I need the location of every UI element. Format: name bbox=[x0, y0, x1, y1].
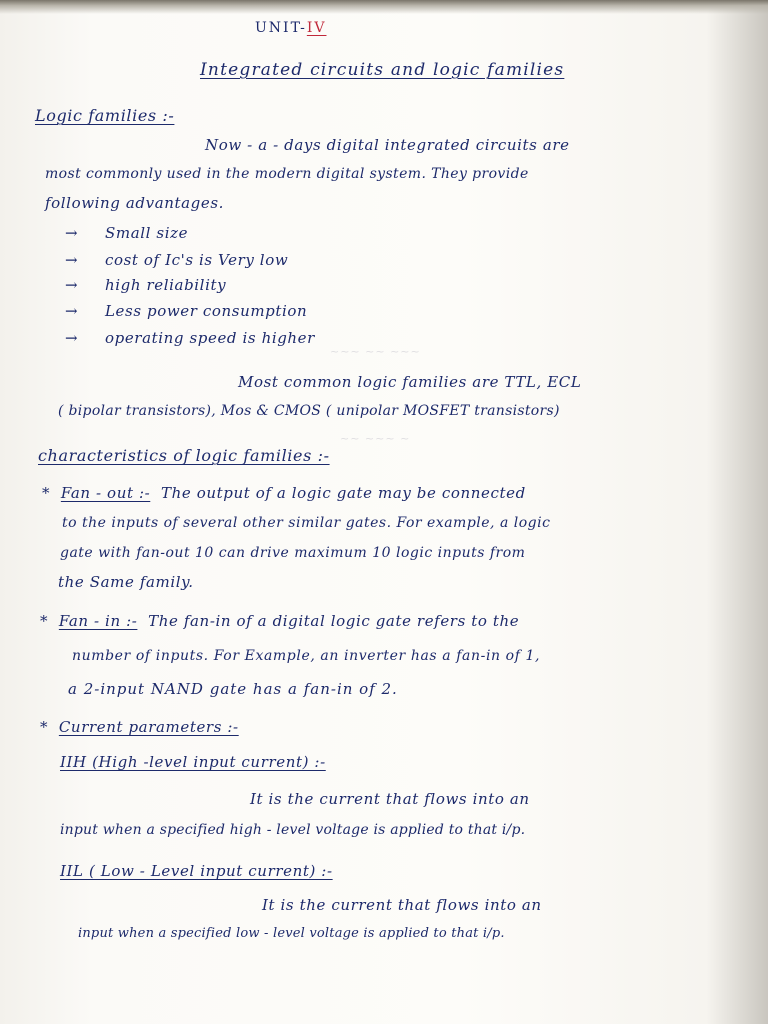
bullet-icon: * bbox=[40, 612, 49, 630]
advantage-item bbox=[65, 224, 188, 242]
advantage-item bbox=[65, 276, 226, 294]
fan-in-label: Fan - in :- bbox=[58, 612, 138, 630]
paragraph-line: Now - a - days digital integrated circuits are bbox=[205, 136, 570, 154]
paragraph-line: a 2-input NAND gate has a fan-in of 2. bbox=[68, 680, 398, 698]
advantage-text: high reliability bbox=[105, 276, 227, 294]
arrow-icon: → bbox=[65, 276, 79, 294]
arrow-icon: → bbox=[65, 224, 79, 242]
page-top-shadow bbox=[0, 0, 768, 14]
bleed-through-mark: ~~~ ~~ ~~~ bbox=[330, 345, 421, 358]
paragraph-line: input when a specified low - level voltage is applied to that i/p. bbox=[78, 926, 505, 941]
advantage-item bbox=[65, 329, 315, 347]
paragraph-line: to the inputs of several other similar gates. For example, a logic bbox=[62, 515, 551, 531]
paragraph-line: following advantages. bbox=[45, 194, 225, 212]
current-parameters-line bbox=[40, 718, 239, 736]
paragraph-line: Most common logic families are TTL, ECL bbox=[238, 373, 582, 391]
arrow-icon: → bbox=[65, 302, 79, 320]
iil-heading: IIL ( Low - Level input current) :- bbox=[60, 862, 333, 880]
paragraph-line: input when a specified high - level voltage is applied to that i/p. bbox=[60, 822, 526, 838]
unit-label: UNIT- bbox=[255, 20, 307, 36]
section-heading-logic-families: Logic families :- bbox=[35, 106, 175, 125]
advantage-text: cost of Ic's is Very low bbox=[105, 251, 289, 269]
current-parameters-label: Current parameters :- bbox=[58, 718, 239, 736]
paragraph-line: the Same family. bbox=[58, 573, 194, 591]
paragraph-line: It is the current that flows into an bbox=[250, 790, 530, 808]
bullet-icon: * bbox=[42, 484, 51, 502]
advantage-text: Less power consumption bbox=[105, 302, 308, 320]
advantage-item bbox=[65, 302, 307, 320]
section-heading-characteristics: characteristics of logic families :- bbox=[38, 446, 330, 465]
page-title: Integrated circuits and logic families bbox=[200, 60, 565, 80]
fan-out-label: Fan - out :- bbox=[60, 484, 151, 502]
fan-out-text: The output of a logic gate may be connected bbox=[161, 484, 526, 502]
advantage-text: Small size bbox=[105, 224, 189, 242]
fan-in-line bbox=[40, 612, 519, 630]
unit-heading bbox=[255, 20, 326, 36]
paragraph-line: It is the current that flows into an bbox=[262, 896, 542, 914]
paragraph-line: ( bipolar transistors), Mos & CMOS ( unipolar MOSFET transistors) bbox=[58, 403, 560, 419]
bleed-through-mark: ~~ ~~~ ~ bbox=[340, 432, 411, 445]
iih-heading: IIH (High -level input current) :- bbox=[60, 753, 326, 771]
paragraph-line: most commonly used in the modern digital system. They provide bbox=[45, 166, 529, 182]
fan-out-line bbox=[42, 484, 526, 502]
advantage-text: operating speed is higher bbox=[105, 329, 315, 347]
bullet-icon: * bbox=[40, 718, 49, 736]
arrow-icon: → bbox=[65, 251, 79, 269]
unit-number: IV bbox=[306, 20, 327, 36]
arrow-icon: → bbox=[65, 329, 79, 347]
fan-in-text: The fan-in of a digital logic gate refers to the bbox=[148, 612, 520, 630]
paragraph-line: gate with fan-out 10 can drive maximum 10 logic inputs from bbox=[60, 545, 526, 561]
advantage-item bbox=[65, 251, 288, 269]
paragraph-line: number of inputs. For Example, an inverter has a fan-in of 1, bbox=[72, 648, 541, 664]
